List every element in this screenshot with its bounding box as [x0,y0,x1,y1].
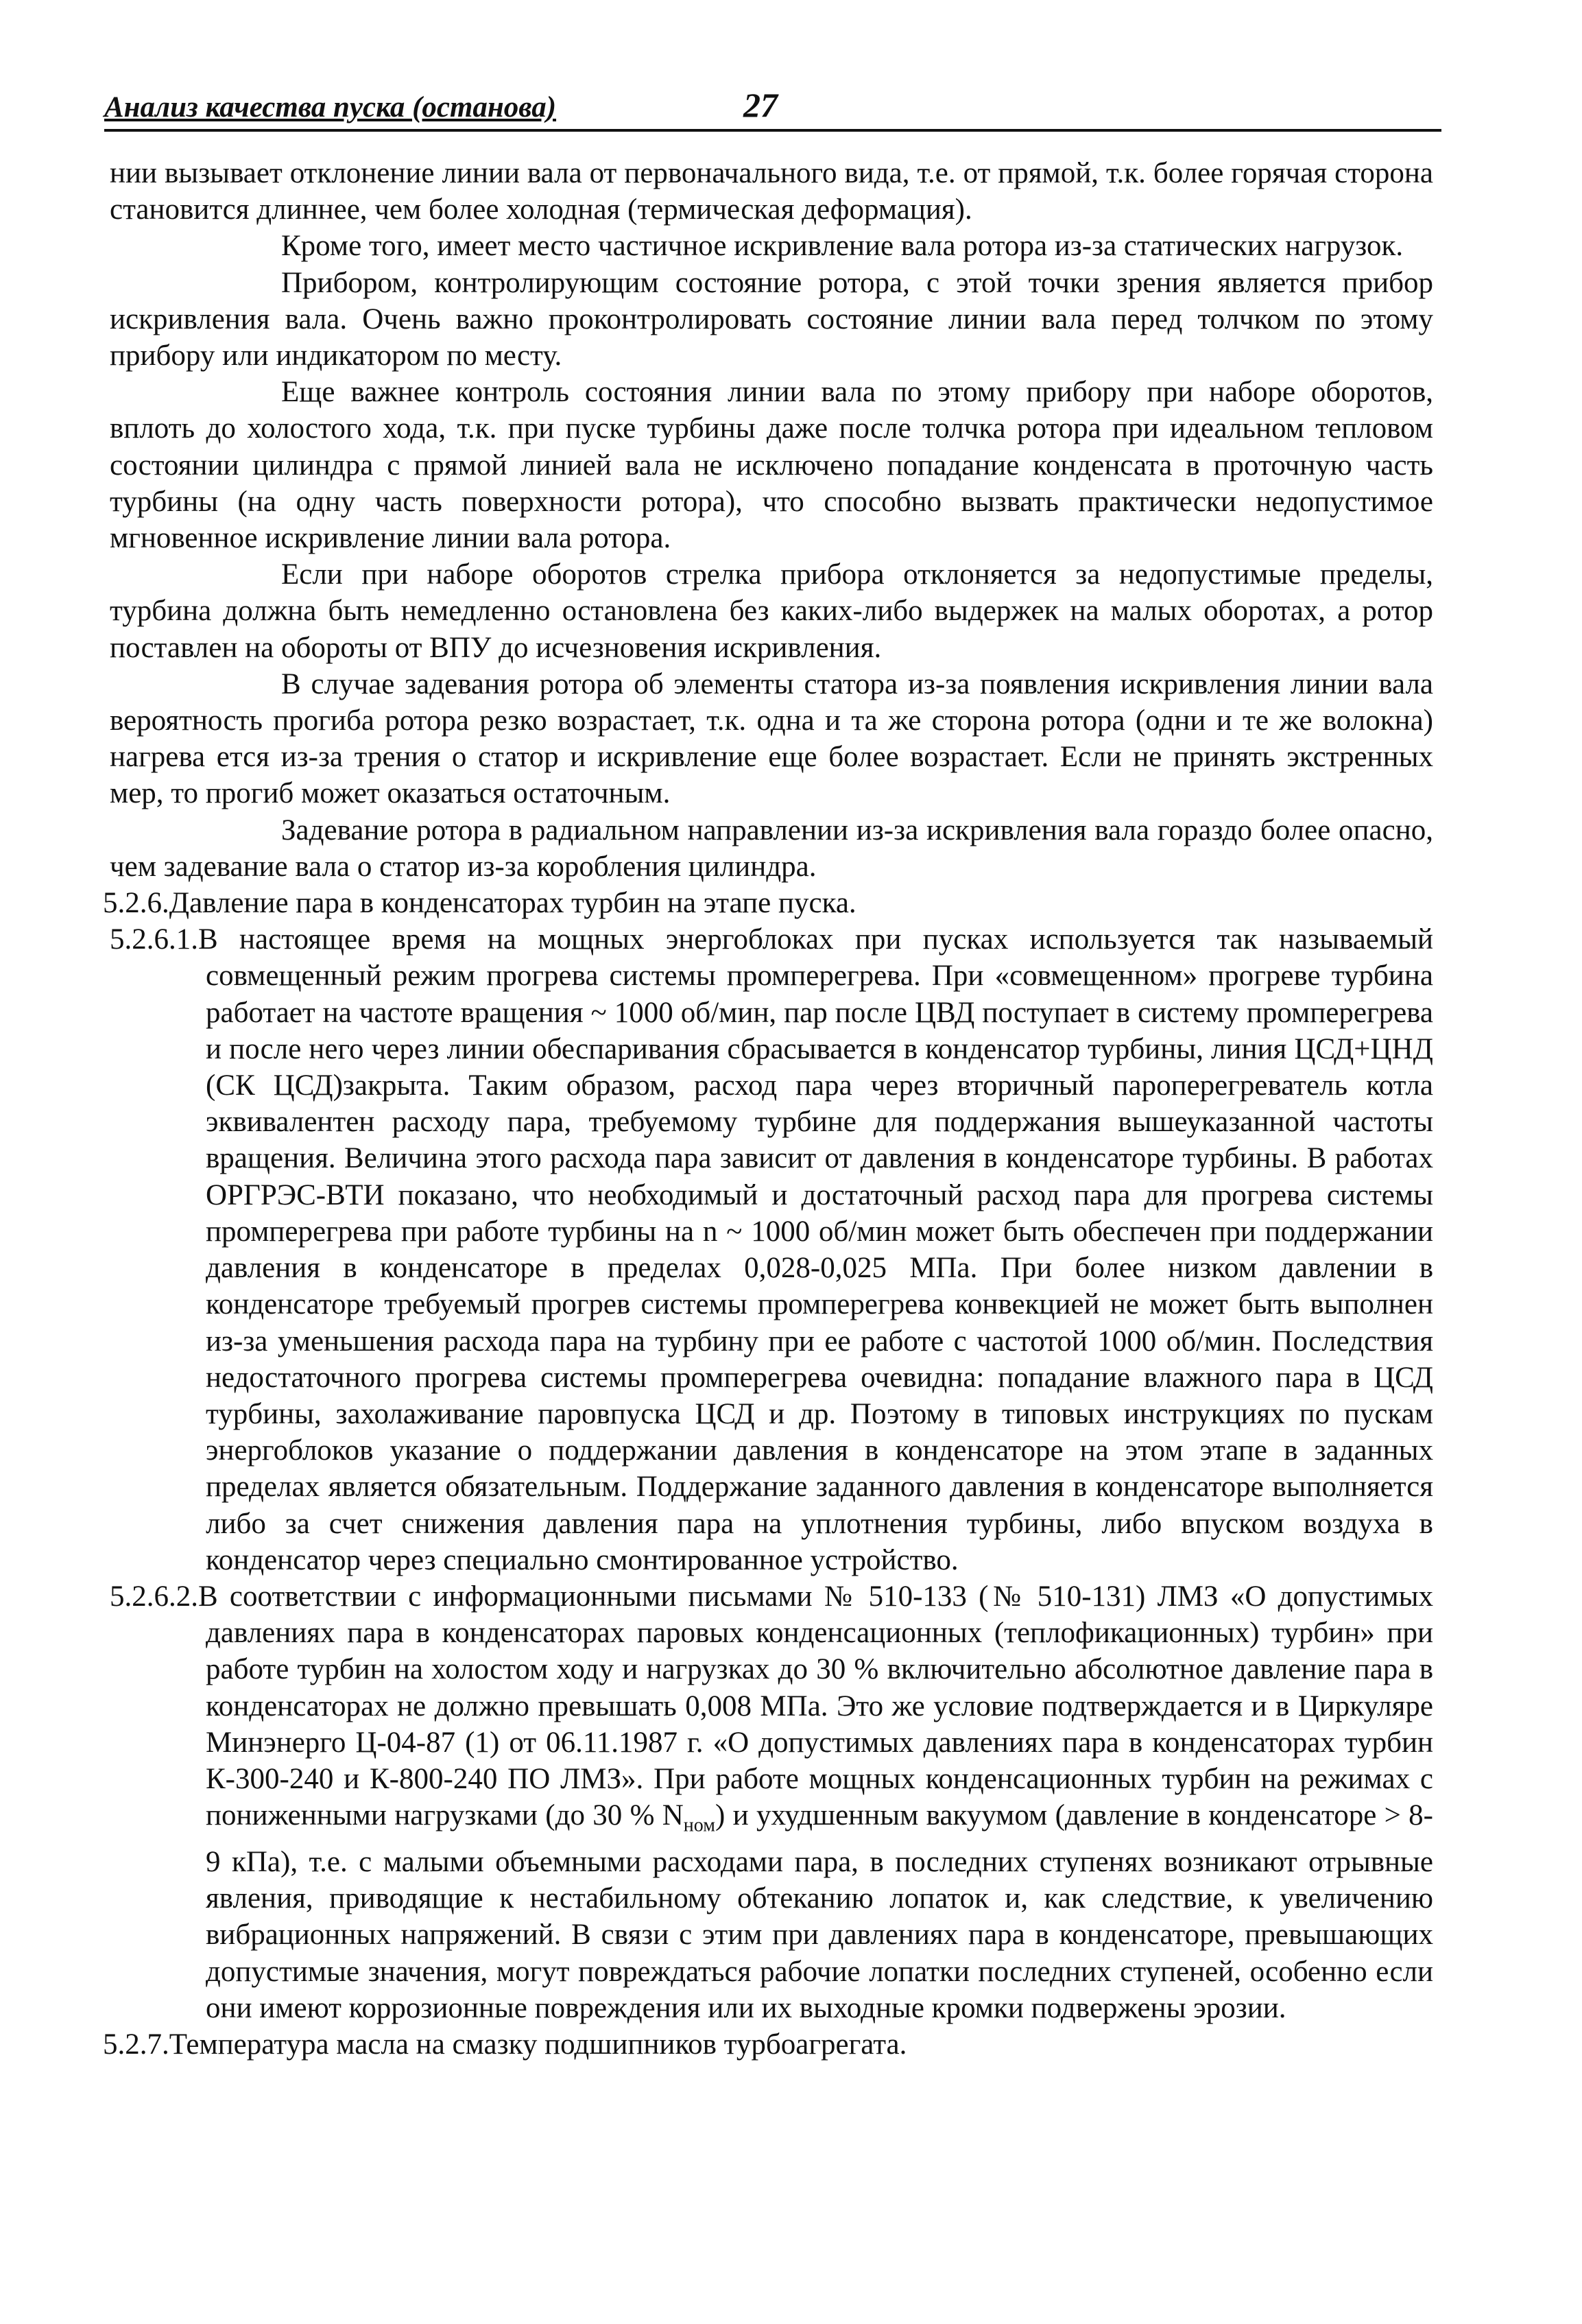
paragraph-continuation: нии вызывает отклонение линии вала от первоначального вида, т.е. от прямой, т.к. более горячая сторона становится длиннее, чем более холодная (термическая деформация). [110,157,1433,226]
section-5-2-6 [103,885,1433,921]
section-number: 5.2.6.1. [110,923,198,956]
section-5-2-6-1 [110,921,1433,1578]
section-5-2-7 [103,2026,1433,2063]
section-number: 5.2.6. [103,887,169,920]
paragraph: Прибором, контролирующим состояние ротора, с этой точки зрения является прибор искривления вала. Очень важно проконтролировать состояние линии вала перед толчком по этому прибору или индикатором по месту. [110,266,1433,372]
section-heading: Температура масла на смазку подшипников турбоагрегата. [169,2028,907,2061]
header-title: Анализ качества пуска (останова) [104,91,557,123]
body-text [103,155,1434,2063]
section-body: В настоящее время на мощных энергоблоках при пусках используется так называемый совмещенный режим прогрева системы промперегрева. При «совмещенном» прогреве турбина работает на частоте вращения ~ 1000 об/мин, пар после ЦВД поступает в систему промперегрева и после него через линии обеспаривания сбрасывается в конденсатор турбины, линия ЦСД+ЦНД (СК ЦСД)закрыта. Таким образом, расход пара через вторичный пароперегреватель котла эквивалентен расходу пара, требуемому турбине для поддержания вышеуказанной частоты вращения. Величина этого расхода пара зависит от давления в конденсаторе турбины. В работах ОРГРЭС-ВТИ показано, что необходимый и достаточный расход пара для прогрева системы промперегрева при работе турбины на n ~ 1000 об/мин может быть обеспечен при поддержании давления в конденсаторе в пределах 0,028-0,025 МПа. При более низком давлении в конденсаторе требуемый прогрев системы промперегрева конвекцией не может быть выполнен из-за уменьшения расхода пара на турбину при ее работе с частотой 1000 об/мин. Последствия недостаточного прогрева системы промперегрева очевидна: попадание влажного пара в ЦСД турбины, захолаживание паровпуска ЦСД и др. Поэтому в типовых инструкциях по пускам энергоблоков указание о поддержании давления в конденсаторе на этом этапе в заданных пределах является обязательным. Поддержание заданного давления в конденсаторе выполняется либо за счет снижения давления пара на уплотнения турбины, либо впуском воздуха в конденсатор через специально смонтированное устройство. [198,923,1433,1576]
paragraph: Задевание ротора в радиальном направлении из-за искривления вала гораздо более опасно, чем задевание вала о статор из-за коробления цилиндра. [110,814,1433,883]
section-body-part2: ) и ухудшенным вакуумом (давление в конденсаторе > 8-9 кПа), т.е. с малыми объемными расходами пара, в последних ступенях возникают отрывные явления, приводящие к нестабильному обтеканию лопаток и, как следствие, к увеличению вибрационных напряжений. В связи с этим при давлениях пара в конденсаторе, превышающих допустимые значения, могут повреждаться рабочие лопатки последних ступеней, особенно если они имеют коррозионные повреждения или их выходные кромки подвержены эрозии. [206,1799,1434,2024]
section-number: 5.2.6.2. [110,1580,198,1613]
section-number: 5.2.7. [103,2028,169,2061]
section-heading: Давление пара в конденсаторах турбин на этапе пуска. [169,887,856,920]
section-body-part1: В соответствии с информационными письмами № 510-133 (№ 510-131) ЛМЗ «О допустимых давлениях пара в конденсаторах паровых конденсационных (теплофикационных) турбин» при работе турбин на холостом ходу и нагрузках до 30 % включительно абсолютное давление пара в конденсаторах не должно превышать 0,008 МПа. Это же условие подтверждается и в Циркуляре Минэнерго Ц-04-87 (1) от 06.11.1987 г. «О допустимых давлениях пара в конденсаторах турбин К-300-240 и К-800-240 ПО ЛМЗ». При работе мощных конденсационных турбин на режимах с пониженными нагрузками (до 30 % N [198,1580,1433,1832]
subscript-nom: ном [683,1814,715,1836]
page-number: 27 [743,86,778,124]
paragraph: В случае задевания ротора об элементы статора из-за появления искривления линии вала вероятность прогиба ротора резко возрастает, т.к. одна и та же сторона ротора (одни и те же волокна) нагрева ется из-за трения о статор и искривление еще более возрастает. Если не принять экстренных мер, то прогиб может оказаться остаточным. [110,667,1433,810]
paragraph: Кроме того, имеет место частичное искривление вала ротора из-за статических нагрузок. [281,230,1404,263]
paragraph: Если при наборе оборотов стрелка прибора отклоняется за недопустимые пределы, турбина должна быть немедленно остановлена без каких-либо выдержек на малых оборотах, а ротор поставлен на обороты от ВПУ до исчезновения искривления. [110,558,1433,664]
section-5-2-6-2 [110,1578,1434,2026]
paragraph: Еще важнее контроль состояния линии вала по этому прибору при наборе оборотов, вплоть до холостого хода, т.к. при пуске турбины даже после толчка ротора при идеальном тепловом состоянии цилиндра с прямой линией вала не исключено попадание конденсата в проточную часть турбины (на одну часть поверхности ротора), что способно вызвать практически недопустимое мгновенное искривление линии вала ротора. [110,376,1433,555]
running-header [104,88,1441,132]
